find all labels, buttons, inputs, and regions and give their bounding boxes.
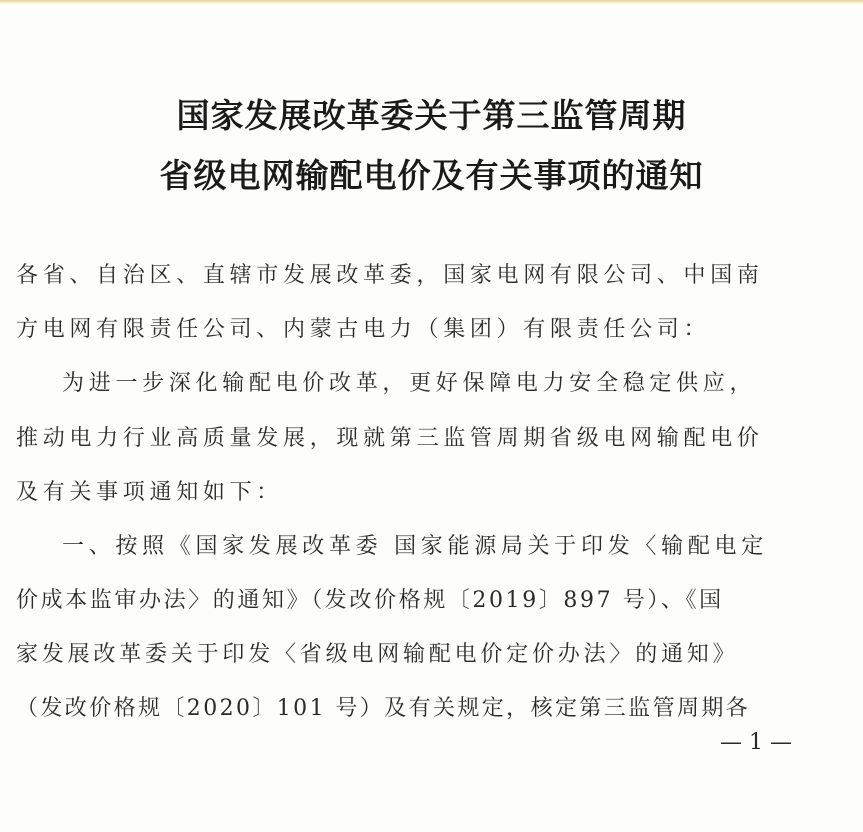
document-title-line-1: 国家发展改革委关于第三监管周期 (176, 96, 687, 135)
document-title-line-2: 省级电网输配电价及有关事项的通知 (159, 156, 704, 195)
body-line-7: 价成本监审办法〉的通知》（发改价格规〔2019〕897 号）、《国 (16, 588, 724, 613)
body-line-4: 推动电力行业高质量发展，现就第三监管周期省级电网输配电价 (16, 426, 764, 451)
body-line-2: 方电网有限责任公司、内蒙古电力（集团）有限责任公司： (16, 317, 711, 342)
body-line-5: 及有关事项通知如下： (16, 480, 284, 505)
body-line-8: 家发展改革委关于印发〈省级电网输配电价定价办法〉的通知》 (16, 642, 739, 667)
body-line-3: 为进一步深化输配电价改革，更好保障电力安全稳定供应， (62, 371, 757, 396)
body-line-1: 各省、自治区、直辖市发展改革委，国家电网有限公司、中国南 (16, 263, 764, 288)
page-number: — 1 — (720, 730, 792, 755)
body-line-6: 一、按照《国家发展改革委 国家能源局关于印发〈输配电定 (62, 534, 768, 559)
body-line-9: （发改价格规〔2020〕101 号）及有关规定，核定第三监管周期各 (16, 696, 751, 721)
page-top-edge (0, 0, 863, 4)
